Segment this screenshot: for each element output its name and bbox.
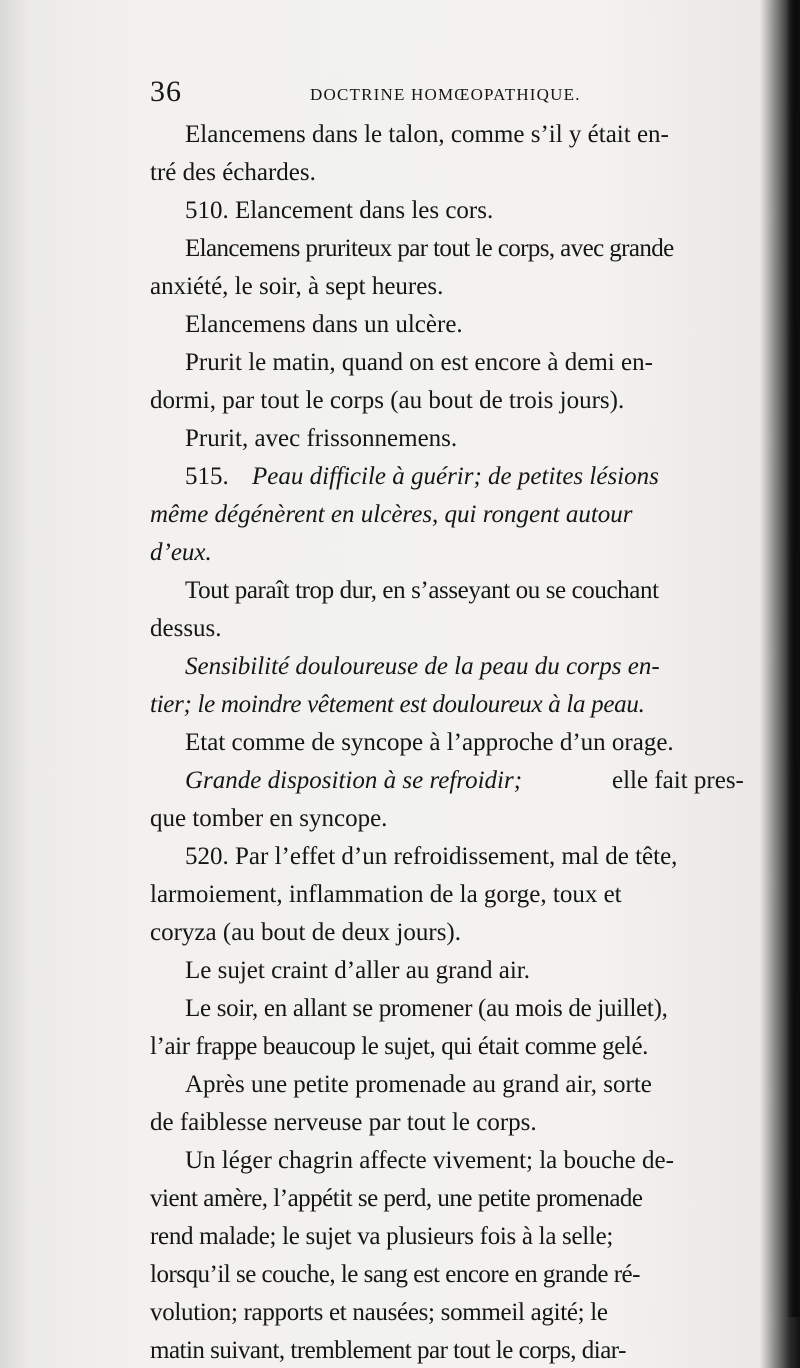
italic-text-line: même dégénèrent en ulcères, qui rongent autour: [150, 501, 633, 528]
italic-text-line: Grande disposition à se refroidir;: [185, 767, 523, 794]
italic-text-line: Peau difficile à guérir; de petites lésions: [252, 463, 659, 490]
text-line: dormi, par tout le corps (au bout de trois jours).: [150, 387, 625, 414]
text-line: larmoiement, inflammation de la gorge, toux et: [150, 881, 622, 908]
running-head: DOCTRINE HOMŒOPATHIQUE.: [310, 85, 581, 104]
text-line: 520. Par l’effet d’un refroidissement, mal de tête,: [185, 843, 678, 870]
text-line: Elancemens dans le talon, comme s’il y était en-: [185, 121, 669, 148]
text-line: tré des échardes.: [150, 159, 316, 186]
text-line: volution; rapports et nausées; sommeil agité; le: [150, 1299, 608, 1326]
text-line: dessus.: [150, 615, 222, 642]
text-line: rend malade; le sujet va plusieurs fois à la selle;: [150, 1223, 614, 1250]
text-line: Le sujet craint d’aller au grand air.: [185, 957, 530, 984]
page-edge-shadow: [786, 0, 800, 1317]
italic-text-line: Sensibilité douloureuse de la peau du corps en-: [185, 653, 660, 680]
text-line: Tout paraît trop dur, en s’asseyant ou se couchant: [185, 577, 659, 604]
entry-number: 515.: [185, 463, 229, 490]
italic-text-line: d’eux.: [150, 539, 212, 566]
text-line: matin suivant, tremblement par tout le corps, diar-: [150, 1337, 626, 1364]
page-number: 36: [150, 75, 182, 108]
text-line: que tomber en syncope.: [150, 805, 388, 832]
text-line: Elancemens dans un ulcère.: [185, 311, 463, 338]
text-line: Après une petite promenade au grand air, sorte: [185, 1071, 652, 1098]
text-line: de faiblesse nerveuse par tout le corps.: [150, 1109, 537, 1136]
text-line: lorsqu’il se couche, le sang est encore en grande ré-: [150, 1261, 640, 1288]
text-line: Elancemens pruriteux par tout le corps, avec grande: [185, 235, 674, 262]
text-line: Un léger chagrin affecte vivement; la bouche de-: [185, 1147, 674, 1174]
text-line: Le soir, en allant se promener (au mois de juillet),: [185, 995, 668, 1022]
text-line: Etat comme de syncope à l’approche d’un orage.: [185, 729, 674, 756]
italic-text-line: tier; le moindre vêtement est douloureux à la peau.: [150, 691, 645, 718]
text-line: coryza (au bout de deux jours).: [150, 919, 461, 946]
text-line: elle fait pres-: [612, 767, 744, 794]
text-line: anxiété, le soir, à sept heures.: [150, 273, 444, 300]
text-line: l’air frappe beaucoup le sujet, qui était comme gelé.: [150, 1033, 649, 1060]
page-header: [150, 74, 630, 114]
text-line: Prurit le matin, quand on est encore à demi en-: [185, 349, 653, 376]
text-line: Prurit, avec frissonnemens.: [185, 425, 458, 452]
text-line: 510. Elancement dans les cors.: [185, 197, 494, 224]
text-line: vient amère, l’appétit se perd, une petite promenade: [150, 1185, 643, 1212]
